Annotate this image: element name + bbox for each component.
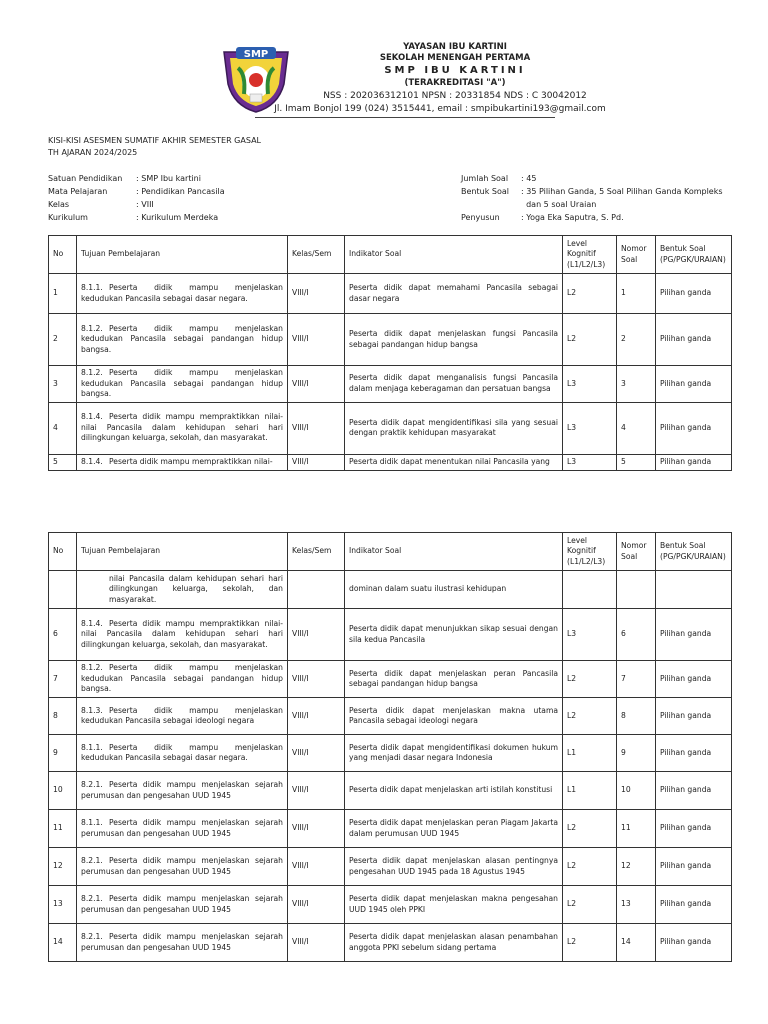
nomor-cell: 1 bbox=[617, 274, 656, 314]
table-row bbox=[49, 848, 732, 886]
bentuk-cell: Pilihan ganda bbox=[656, 772, 732, 810]
tujuan-cell bbox=[77, 810, 288, 848]
tp-text: Peserta didik mampu menjelaskan kedudukan Pancasila sebagai pandangan hidup bangsa. bbox=[81, 663, 283, 694]
table-row bbox=[49, 772, 732, 810]
bentuk-cell: Pilihan ganda bbox=[656, 735, 732, 772]
no-cell: 6 bbox=[49, 609, 77, 661]
level-cell: L1 bbox=[563, 772, 617, 810]
kelas-cell: VIII/I bbox=[288, 366, 345, 403]
info-label: Kurikulum bbox=[48, 213, 88, 222]
kisi-table-1 bbox=[48, 235, 732, 471]
tujuan-cell bbox=[77, 454, 288, 470]
info-value: : 45 bbox=[521, 174, 537, 183]
table-row bbox=[49, 661, 732, 698]
kelas-cell: VIII/I bbox=[288, 698, 345, 735]
info-value: : 35 Pilihan Ganda, 5 Soal Pilihan Ganda Kompleks bbox=[521, 187, 723, 196]
nomor-cell: 7 bbox=[617, 661, 656, 698]
accreditation: (TERAKREDITASI "A") bbox=[404, 78, 506, 88]
nomor-cell: 13 bbox=[617, 886, 656, 924]
tp-text: Peserta didik mampu menjelaskan kedudukan Pancasila sebagai ideologi negara bbox=[81, 705, 283, 725]
level-cell: L2 bbox=[563, 848, 617, 886]
tp-code: 8.1.4. bbox=[81, 456, 103, 466]
nomor-cell: 4 bbox=[617, 402, 656, 454]
tujuan-cell bbox=[77, 314, 288, 366]
indikator-cell: Peserta didik dapat memahami Pancasila sebagai dasar negara bbox=[345, 274, 563, 314]
bentuk-cell: Pilihan ganda bbox=[656, 924, 732, 962]
table-row bbox=[49, 609, 732, 661]
title-line-2: TH AJARAN 2024/2025 bbox=[48, 148, 138, 157]
info-label bbox=[461, 198, 521, 211]
no-cell: 8 bbox=[49, 698, 77, 735]
tp-code: 8.1.4. bbox=[81, 618, 103, 628]
tp-text: Peserta didik mampu menjelaskan sejarah perumusan dan pengesahan UUD 1945 bbox=[81, 932, 283, 952]
tujuan-cell bbox=[77, 735, 288, 772]
no-cell: 14 bbox=[49, 924, 77, 962]
table-row bbox=[49, 810, 732, 848]
kelas-cell: VIII/I bbox=[288, 735, 345, 772]
col-bentuk: Bentuk Soal (PG/PGK/URAIAN) bbox=[656, 533, 732, 571]
tp-code: 8.1.1. bbox=[81, 742, 103, 752]
tujuan-cell bbox=[77, 886, 288, 924]
info-label: Kelas bbox=[48, 200, 70, 209]
foundation-name: YAYASAN IBU KARTINI bbox=[403, 42, 507, 52]
table-row bbox=[49, 274, 732, 314]
tp-code: 8.2.1. bbox=[81, 856, 103, 865]
kelas-cell: VIII/I bbox=[288, 924, 345, 962]
tujuan-cell bbox=[77, 698, 288, 735]
bentuk-cell: Pilihan ganda bbox=[656, 848, 732, 886]
school-ids: NSS : 202036312101 NPSN : 20331854 NDS : C 30042012 bbox=[323, 91, 587, 101]
col-level: Level Kognitif (L1/L2/L3) bbox=[563, 533, 617, 571]
col-kelas: Kelas/Sem bbox=[288, 236, 345, 274]
no-cell: 11 bbox=[49, 810, 77, 848]
bentuk-cell: Pilihan ganda bbox=[656, 314, 732, 366]
nomor-cell: 6 bbox=[617, 609, 656, 661]
tp-text: Peserta didik mampu menjelaskan sejarah perumusan dan pengesahan UUD 1945 bbox=[81, 818, 283, 838]
table-row bbox=[49, 402, 732, 454]
table-row bbox=[49, 698, 732, 735]
info-value: : SMP Ibu kartini bbox=[136, 174, 201, 183]
no-cell bbox=[49, 571, 77, 609]
kelas-cell: VIII/I bbox=[288, 772, 345, 810]
level-cell: L2 bbox=[563, 274, 617, 314]
indikator-cell: dominan dalam suatu ilustrasi kehidupan bbox=[345, 571, 563, 609]
table-row bbox=[49, 924, 732, 962]
nomor-cell: 14 bbox=[617, 924, 656, 962]
col-nomor: Nomor Soal bbox=[617, 533, 656, 571]
bentuk-cell: Pilihan ganda bbox=[656, 402, 732, 454]
level-cell: L2 bbox=[563, 314, 617, 366]
tp-text: Peserta didik mampu menjelaskan kedudukan Pancasila sebagai dasar negara. bbox=[81, 742, 283, 762]
table-row bbox=[49, 366, 732, 403]
col-tujuan: Tujuan Pembelajaran bbox=[77, 533, 288, 571]
tp-text: Peserta didik mampu mempraktikkan nilai-nilai Pancasila dalam kehidupan sehari hari dilingkungan keluarga, sekolah, dan masyarakat. bbox=[81, 618, 283, 649]
level-cell: L2 bbox=[563, 698, 617, 735]
no-cell: 7 bbox=[49, 661, 77, 698]
indikator-cell: Peserta didik dapat menunjukkan sikap sesuai dengan sila kedua Pancasila bbox=[345, 609, 563, 661]
nomor-cell: 9 bbox=[617, 735, 656, 772]
level-cell: L3 bbox=[563, 402, 617, 454]
tp-code: 8.1.4. bbox=[81, 412, 103, 422]
table-row bbox=[49, 314, 732, 366]
no-cell: 10 bbox=[49, 772, 77, 810]
info-label: Jumlah Soal bbox=[461, 174, 509, 183]
tp-code: 8.1.3. bbox=[81, 705, 103, 715]
bentuk-cell: Pilihan ganda bbox=[656, 274, 732, 314]
kelas-cell bbox=[288, 571, 345, 609]
tp-code: 8.1.2. bbox=[81, 323, 103, 333]
indikator-cell: Peserta didik dapat mengidentifikasi sila yang sesuai dengan praktik kehidupan masyarakat bbox=[345, 402, 563, 454]
no-cell: 2 bbox=[49, 314, 77, 366]
bentuk-cell: Pilihan ganda bbox=[656, 454, 732, 470]
school-name: SMP IBU KARTINI bbox=[384, 65, 526, 76]
level-cell: L3 bbox=[563, 454, 617, 470]
indikator-cell: Peserta didik dapat menjelaskan alasan pentingnya pengesahan UUD 1945 pada 18 Agustus 1945 bbox=[345, 848, 563, 886]
tp-code: 8.1.2. bbox=[81, 663, 103, 673]
tp-text: Peserta didik mampu menjelaskan sejarah perumusan dan pengesahan UUD 1945 bbox=[81, 894, 283, 914]
tp-text: Peserta didik mampu mempraktikkan nilai- bbox=[109, 456, 273, 466]
school-address: Jl. Imam Bonjol 199 (024) 3515441, email : smpibukartini193@gmail.com bbox=[274, 104, 606, 114]
table-row bbox=[49, 454, 732, 470]
level-cell: L2 bbox=[563, 810, 617, 848]
tp-code: 8.1.2. bbox=[81, 368, 103, 377]
kelas-cell: VIII/I bbox=[288, 661, 345, 698]
level-cell: L1 bbox=[563, 735, 617, 772]
nomor-cell: 8 bbox=[617, 698, 656, 735]
tp-code: 8.1.1. bbox=[81, 283, 103, 292]
bentuk-cell bbox=[656, 571, 732, 609]
col-no: No bbox=[49, 533, 77, 571]
indikator-cell: Peserta didik dapat menjelaskan fungsi Pancasila sebagai pandangan hidup bangsa bbox=[345, 314, 563, 366]
col-bentuk: Bentuk Soal (PG/PGK/URAIAN) bbox=[656, 236, 732, 274]
tujuan-cell bbox=[77, 609, 288, 661]
level-cell: L2 bbox=[563, 661, 617, 698]
info-value: : Yoga Eka Saputra, S. Pd. bbox=[521, 213, 624, 222]
tp-code: 8.2.1. bbox=[81, 932, 103, 941]
col-nomor: Nomor Soal bbox=[617, 236, 656, 274]
no-cell: 9 bbox=[49, 735, 77, 772]
nomor-cell: 3 bbox=[617, 366, 656, 403]
indikator-cell: Peserta didik dapat menjelaskan makna utama Pancasila sebagai ideologi negara bbox=[345, 698, 563, 735]
tp-code: 8.1.1. bbox=[81, 818, 103, 827]
nomor-cell: 10 bbox=[617, 772, 656, 810]
tujuan-cell bbox=[77, 274, 288, 314]
col-tujuan: Tujuan Pembelajaran bbox=[77, 236, 288, 274]
kisi-table-2 bbox=[48, 532, 732, 962]
kelas-cell: VIII/I bbox=[288, 402, 345, 454]
kelas-cell: VIII/I bbox=[288, 886, 345, 924]
tp-text: nilai Pancasila dalam kehidupan sehari hari dilingkungan keluarga, sekolah, dan masyarakat. bbox=[109, 573, 283, 604]
tp-code: 8.2.1. bbox=[81, 780, 103, 789]
tp-text: Peserta didik mampu menjelaskan sejarah perumusan dan pengesahan UUD 1945 bbox=[81, 780, 283, 800]
bentuk-cell: Pilihan ganda bbox=[656, 366, 732, 403]
indikator-cell: Peserta didik dapat menentukan nilai Pancasila yang bbox=[345, 454, 563, 470]
col-no: No bbox=[49, 236, 77, 274]
title-line-1: KISI-KISI ASESMEN SUMATIF AKHIR SEMESTER GASAL bbox=[48, 136, 261, 145]
svg-text:SMP: SMP bbox=[243, 49, 269, 60]
col-kelas: Kelas/Sem bbox=[288, 533, 345, 571]
no-cell: 4 bbox=[49, 402, 77, 454]
tujuan-cell bbox=[77, 848, 288, 886]
tujuan-cell bbox=[77, 366, 288, 403]
indikator-cell: Peserta didik dapat menganalisis fungsi Pancasila dalam menjaga keberagaman dan persatuan bangsa bbox=[345, 366, 563, 403]
info-right bbox=[461, 172, 723, 224]
kelas-cell: VIII/I bbox=[288, 609, 345, 661]
no-cell: 1 bbox=[49, 274, 77, 314]
nomor-cell: 11 bbox=[617, 810, 656, 848]
tujuan-cell bbox=[77, 924, 288, 962]
tp-text: Peserta didik mampu mempraktikkan nilai-nilai Pancasila dalam kehidupan sehari hari dilingkungan keluarga, sekolah, dan masyarakat. bbox=[81, 412, 283, 443]
kelas-cell: VIII/I bbox=[288, 848, 345, 886]
info-value: : Pendidikan Pancasila bbox=[136, 187, 225, 196]
indikator-cell: Peserta didik dapat menjelaskan peran Pancasila sebagai pandangan hidup bangsa bbox=[345, 661, 563, 698]
bentuk-cell: Pilihan ganda bbox=[656, 661, 732, 698]
bentuk-cell: Pilihan ganda bbox=[656, 810, 732, 848]
nomor-cell: 12 bbox=[617, 848, 656, 886]
nomor-cell bbox=[617, 571, 656, 609]
info-value: : VIII bbox=[136, 200, 154, 209]
no-cell: 5 bbox=[49, 454, 77, 470]
level-cell bbox=[563, 571, 617, 609]
level-cell: L2 bbox=[563, 924, 617, 962]
letterhead bbox=[0, 38, 768, 118]
bentuk-cell: Pilihan ganda bbox=[656, 698, 732, 735]
col-indikator: Indikator Soal bbox=[345, 236, 563, 274]
nomor-cell: 2 bbox=[617, 314, 656, 366]
document-title bbox=[48, 135, 261, 159]
level-cell: L2 bbox=[563, 886, 617, 924]
col-indikator: Indikator Soal bbox=[345, 533, 563, 571]
header-divider bbox=[255, 117, 555, 118]
school-level: SEKOLAH MENENGAH PERTAMA bbox=[379, 53, 531, 63]
no-cell: 13 bbox=[49, 886, 77, 924]
indikator-cell: Peserta didik dapat menjelaskan makna pengesahan UUD 1945 oleh PPKI bbox=[345, 886, 563, 924]
tujuan-cell bbox=[77, 772, 288, 810]
nomor-cell: 5 bbox=[617, 454, 656, 470]
indikator-cell: Peserta didik dapat menjelaskan arti istilah konstitusi bbox=[345, 772, 563, 810]
no-cell: 3 bbox=[49, 366, 77, 403]
tp-text: Peserta didik mampu menjelaskan sejarah perumusan dan pengesahan UUD 1945 bbox=[81, 856, 283, 876]
level-cell: L3 bbox=[563, 609, 617, 661]
level-cell: L3 bbox=[563, 366, 617, 403]
table-row bbox=[49, 571, 732, 609]
tp-text: Peserta didik mampu menjelaskan kedudukan Pancasila sebagai pandangan hidup bangsa. bbox=[81, 323, 283, 354]
table-row bbox=[49, 735, 732, 772]
table-row bbox=[49, 886, 732, 924]
tujuan-cell bbox=[77, 661, 288, 698]
indikator-cell: Peserta didik dapat mengidentifikasi dokumen hukum yang menjadi dasar negara Indonesia bbox=[345, 735, 563, 772]
bentuk-cell: Pilihan ganda bbox=[656, 886, 732, 924]
indikator-cell: Peserta didik dapat menjelaskan alasan penambahan anggota PPKI sebelum sidang pertama bbox=[345, 924, 563, 962]
info-label: Mata Pelajaran bbox=[48, 187, 108, 196]
kelas-cell: VIII/I bbox=[288, 810, 345, 848]
tujuan-cell bbox=[77, 571, 288, 609]
info-value: : Kurikulum Merdeka bbox=[136, 213, 219, 222]
kelas-cell: VIII/I bbox=[288, 274, 345, 314]
tujuan-cell bbox=[77, 402, 288, 454]
kelas-cell: VIII/I bbox=[288, 454, 345, 470]
tp-code: 8.2.1. bbox=[81, 894, 103, 903]
no-cell: 12 bbox=[49, 848, 77, 886]
col-level: Level Kognitif (L1/L2/L3) bbox=[563, 236, 617, 274]
tp-text: Peserta didik mampu menjelaskan kedudukan Pancasila sebagai pandangan hidup bangsa. bbox=[81, 368, 283, 398]
tp-text: Peserta didik mampu menjelaskan kedudukan Pancasila sebagai dasar negara. bbox=[81, 283, 283, 303]
kelas-cell: VIII/I bbox=[288, 314, 345, 366]
bentuk-cell: Pilihan ganda bbox=[656, 609, 732, 661]
info-left bbox=[48, 172, 225, 224]
info-label: Penyusun bbox=[461, 213, 500, 222]
info-label: Bentuk Soal bbox=[461, 187, 509, 196]
indikator-cell: Peserta didik dapat menjelaskan peran Piagam Jakarta dalam perumusan UUD 1945 bbox=[345, 810, 563, 848]
info-label: Satuan Pendidikan bbox=[48, 174, 123, 183]
info-value: dan 5 soal Uraian bbox=[521, 200, 597, 209]
